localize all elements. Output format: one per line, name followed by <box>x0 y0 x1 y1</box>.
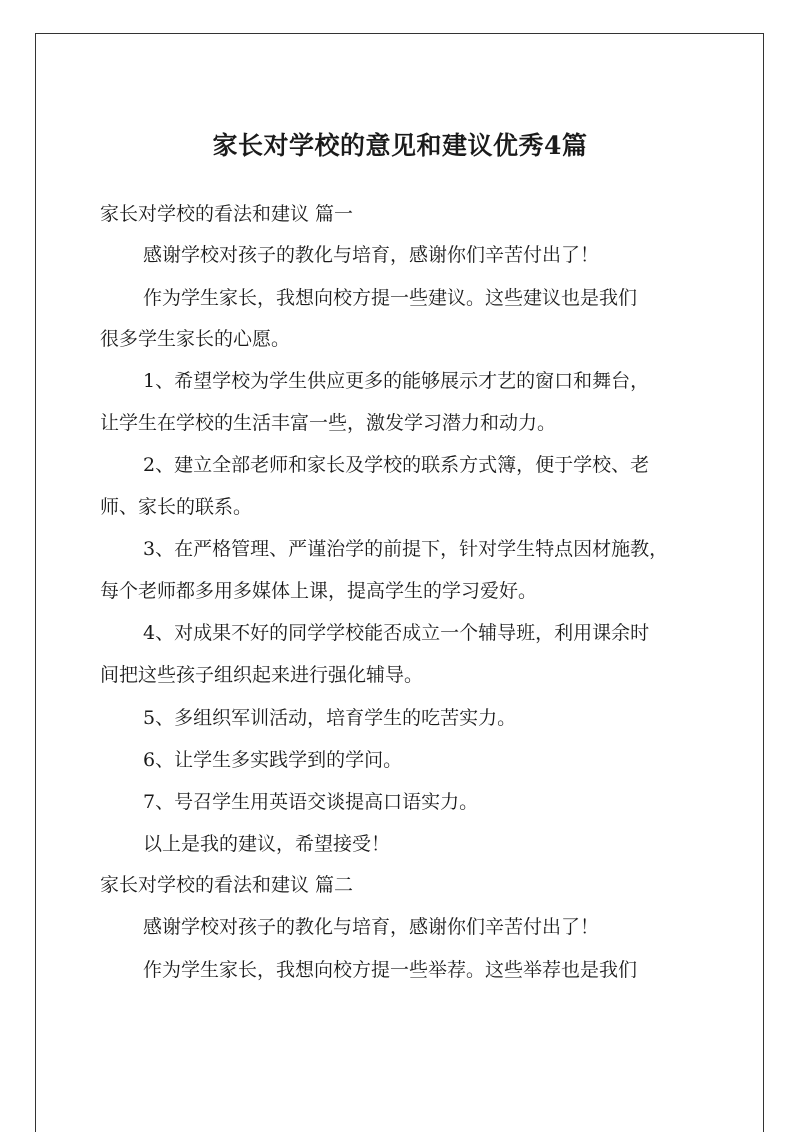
list-item-2: 2、建立全部老师和家长及学校的联系方式簿，便于学校、老 <box>143 454 650 476</box>
list-item-4: 4、对成果不好的同学学校能否成立一个辅导班，利用课余时 <box>143 622 650 644</box>
paragraph-line: 让学生在学校的生活丰富一些，激发学习潜力和动力。 <box>100 412 557 434</box>
paragraph-line: 每个老师都多用多媒体上课，提高学生的学习爱好。 <box>100 580 538 602</box>
paragraph-line: 感谢学校对孩子的教化与培育，感谢你们辛苦付出了！ <box>143 916 600 938</box>
document-title: 家长对学校的意见和建议优秀4篇 <box>212 131 588 160</box>
paragraph-line: 师、家长的联系。 <box>100 496 253 518</box>
list-item-3: 3、在严格管理、严谨治学的前提下，针对学生特点因材施教， <box>143 538 669 560</box>
list-item-6: 6、让学生多实践学到的学问。 <box>143 749 403 771</box>
paragraph-line: 以上是我的建议，希望接受！ <box>143 833 391 855</box>
section-heading-1: 家长对学校的看法和建议 篇一 <box>100 203 354 225</box>
list-item-1: 1、希望学校为学生供应更多的能够展示才艺的窗口和舞台， <box>143 370 650 392</box>
list-item-7: 7、号召学生用英语交谈提高口语实力。 <box>143 791 479 813</box>
section-heading-2: 家长对学校的看法和建议 篇二 <box>100 874 354 896</box>
list-item-5: 5、多组织军训活动，培育学生的吃苦实力。 <box>143 707 517 729</box>
paragraph-line: 间把这些孩子组织起来进行强化辅导。 <box>100 664 424 686</box>
paragraph-line: 作为学生家长，我想向校方提一些举荐。这些举荐也是我们 <box>143 959 638 981</box>
paragraph-line: 作为学生家长，我想向校方提一些建议。这些建议也是我们 <box>143 287 638 309</box>
paragraph-line: 感谢学校对孩子的教化与培育，感谢你们辛苦付出了！ <box>143 244 600 266</box>
paragraph-line: 很多学生家长的心愿。 <box>100 328 291 350</box>
